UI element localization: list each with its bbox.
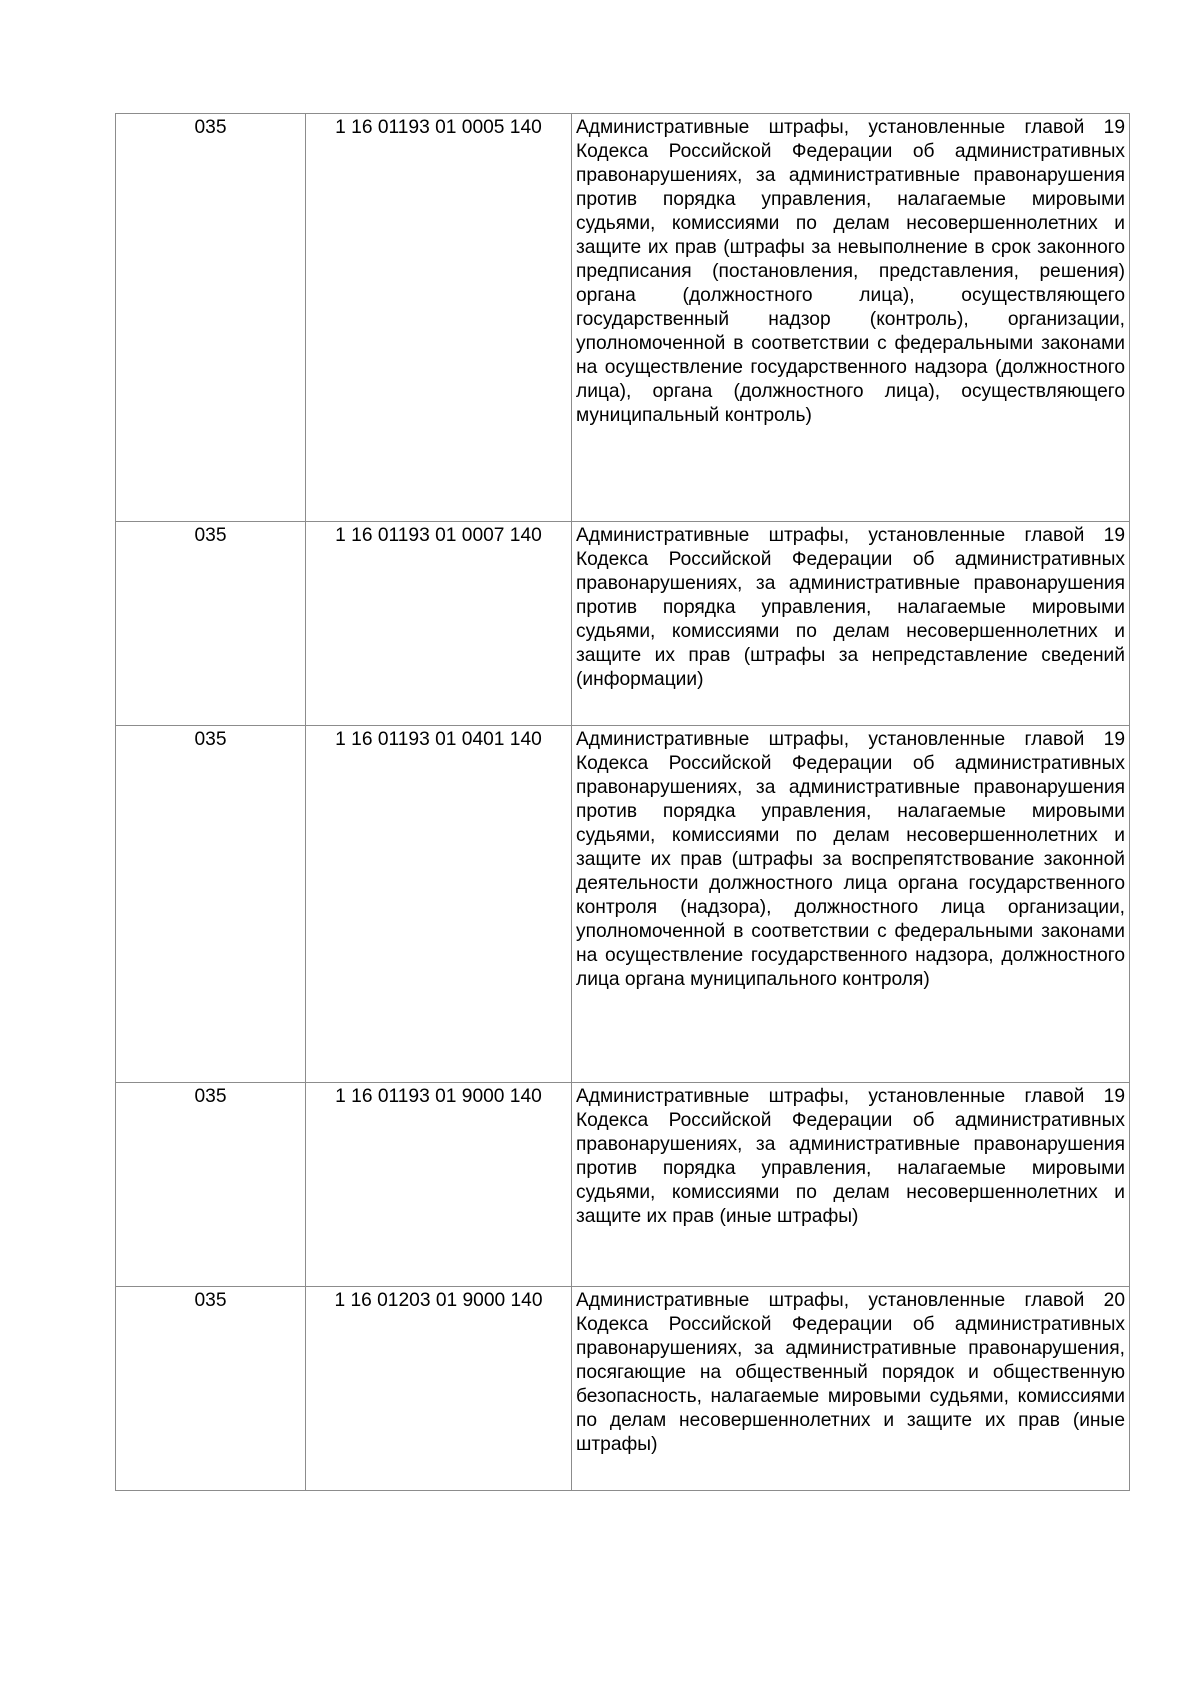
admin-code-cell [116,114,306,522]
revenue-name: Административные штрафы, установленные главой 20 Кодекса Российской Федерации об административных правонарушениях, за административные правонарушения, посягающие на общественный порядок и общественную безопасность, налагаемые мировыми судьями, комиссиями по делам несовершеннолетних и защите их прав (иные штрафы) [576,1290,1125,1455]
admin-code: 035 [194,1290,227,1311]
kbk-code-cell [306,522,572,726]
kbk-code: 1 16 01193 01 0005 140 [335,117,542,138]
revenue-name-cell [572,1083,1130,1287]
budget-classification-table [115,113,1130,1491]
revenue-name: Административные штрафы, установленные главой 19 Кодекса Российской Федерации об административных правонарушениях, за административные правонарушения против порядка управления, налагаемые мировыми судьями, комиссиями по делам несовершеннолетних и защите их прав (штрафы за воспрепятствование законной деятельности должностного лица органа государственного контроля (надзора), должностного лица организации, уполномоченной в соответствии с федеральными законами на осуществление государственного надзора, должностного лица органа муниципального контроля) [576,729,1125,990]
admin-code-cell [116,1287,306,1491]
kbk-code-cell [306,1287,572,1491]
kbk-code: 1 16 01203 01 9000 140 [334,1290,543,1311]
table-row [116,522,1130,726]
table-row [116,114,1130,522]
admin-code-cell [116,522,306,726]
admin-code-cell [116,1083,306,1287]
kbk-code-cell [306,114,572,522]
admin-code: 035 [194,729,227,750]
kbk-code-cell [306,1083,572,1287]
admin-code: 035 [194,1086,227,1107]
revenue-name: Административные штрафы, установленные главой 19 Кодекса Российской Федерации об административных правонарушениях, за административные правонарушения против порядка управления, налагаемые мировыми судьями, комиссиями по делам несовершеннолетних и защите их прав (иные штрафы) [576,1086,1125,1227]
admin-code-cell [116,726,306,1083]
table-row [116,1083,1130,1287]
kbk-code: 1 16 01193 01 0007 140 [335,525,542,546]
revenue-name-cell [572,522,1130,726]
revenue-name: Административные штрафы, установленные главой 19 Кодекса Российской Федерации об административных правонарушениях, за административные правонарушения против порядка управления, налагаемые мировыми судьями, комиссиями по делам несовершеннолетних и защите их прав (штрафы за невыполнение в срок законного предписания (постановления, представления, решения) органа (должностного лица), осуществляющего государственный надзор (контроль), организации, уполномоченной в соответствии с федеральными законами на осуществление государственного надзора (должностного лица), органа (должностного лица), осуществляющего муниципальный контроль) [576,117,1125,426]
admin-code: 035 [194,525,227,546]
table-row [116,726,1130,1083]
admin-code: 035 [194,117,227,138]
kbk-code-cell [306,726,572,1083]
kbk-code: 1 16 01193 01 0401 140 [335,729,542,750]
kbk-code: 1 16 01193 01 9000 140 [335,1086,542,1107]
revenue-name-cell [572,114,1130,522]
table-body [116,114,1130,1491]
revenue-name-cell [572,1287,1130,1491]
revenue-name-cell [572,726,1130,1083]
table-row [116,1287,1130,1491]
revenue-name: Административные штрафы, установленные главой 19 Кодекса Российской Федерации об административных правонарушениях, за административные правонарушения против порядка управления, налагаемые мировыми судьями, комиссиями по делам несовершеннолетних и защите их прав (штрафы за непредставление сведений (информации) [576,525,1125,690]
